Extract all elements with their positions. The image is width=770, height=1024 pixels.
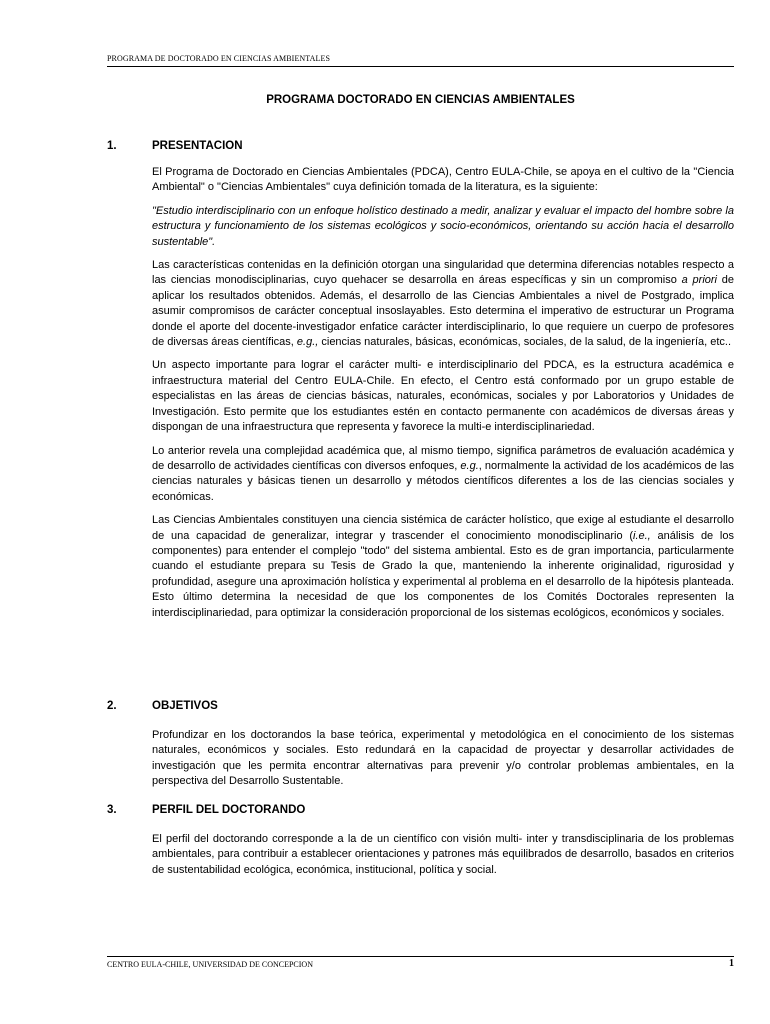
page-number: 1 <box>729 958 734 969</box>
definition-quote: "Estudio interdisciplinario con un enfoque holístico destinado a medir, analizar y evaluar el impacto del hombre sobre la estructura y funcionamiento de los sistemas ecológicos y socio-económicos, orientando su acción hacia el desarrollo sustentable". <box>152 204 734 248</box>
footer-text: CENTRO EULA-CHILE, UNIVERSIDAD DE CONCEPCION <box>107 960 313 969</box>
page-header: PROGRAMA DE DOCTORADO EN CIENCIAS AMBIENTALES <box>107 54 734 67</box>
paragraph: Profundizar en los doctorandos la base teórica, experimental y metodológica en el conocimiento de los sistemas naturales, económicos y sociales. Esto redundará en la capacidad de proyectar y desarrollar actividades de investigación que les permita encontrar alternativas para prevenir y/o controlar problemas ambientales, en la perspectiva del Desarrollo Sustentable. <box>152 729 734 788</box>
section-presentacion <box>107 140 734 621</box>
section-objetivos <box>107 700 734 790</box>
page-footer <box>107 956 734 969</box>
section-number: 3. <box>107 804 117 816</box>
paragraph: El Programa de Doctorado en Ciencias Ambientales (PDCA), Centro EULA-Chile, se apoya en el cultivo de la "Ciencia Ambiental" o "Ciencias Ambientales" cuya definición tomada de la literatura, es la siguiente: <box>152 166 734 194</box>
section-title: OBJETIVOS <box>152 700 218 712</box>
paragraph: Lo anterior revela una complejidad académica que, al mismo tiempo, significa parámetros de evaluación académica y de desarrollo de actividades científicas con diversos enfoques, e.g., normalmente la actividad de los académicos de las ciencias naturales y básicas tienen un desarrollo y métodos científicos diferentes a los de las ciencias sociales y económicas. <box>152 444 734 503</box>
section-heading <box>107 140 734 160</box>
document-title: PROGRAMA DOCTORADO EN CIENCIAS AMBIENTALES <box>266 94 575 106</box>
section-title: PRESENTACION <box>152 140 243 152</box>
section-title: PERFIL DEL DOCTORANDO <box>152 804 306 816</box>
section-heading <box>107 700 734 720</box>
paragraph: Un aspecto importante para lograr el carácter multi- e interdisciplinario del PDCA, es la estructura académica e infraestructura material del Centro EULA-Chile. En efecto, el Centro está conformado por un grupo estable de especialistas en las áreas de ciencias básicas, naturales, económicas, sociales y por Laboratorios y Unidades de Investigación. Esto permite que los estudiantes estén en contacto permanente con académicos de diversas áreas y dispongan de una infraestructura que representa y favorece la multi-e interdisciplinariedad. <box>152 359 734 434</box>
section-number: 2. <box>107 700 117 712</box>
paragraph: Las características contenidas en la definición otorgan una singularidad que determina diferencias notables respecto a las ciencias monodisciplinarias, cuyo quehacer se desarrolla en áreas específicas y sin un compromiso a priori de aplicar los resultados obtenidos. Además, el desarrollo de las Ciencias Ambientales a nivel de Postgrado, implica asumir compromisos de carácter conceptual insoslayables. Esto determina el imperativo de estructurar un Programa donde el aporte del docente-investigador enfatice carácter interdisciplinario, lo que requiere un cuerpo de profesores de diversas áreas científicas, e.g., ciencias naturales, básicas, económicas, sociales, de la salud, de la ingeniería, etc.. <box>152 259 735 349</box>
paragraph: Las Ciencias Ambientales constituyen una ciencia sistémica de carácter holístico, que exige al estudiante el desarrollo de una capacidad de generalizar, integrar y trascender el conocimiento monodisciplinario (i.e., análisis de los componentes) para entender el complejo "todo" del sistema ambiental. Esto es de gran importancia, particularmente cuando el estudiante prepara su Tesis de Grado la que, manteniendo la inherente originalidad, rigurosidad y profundidad, asegure una aproximación holística y experimental al problema en el desarrollo de la hipótesis planteada. Esto último determina la necesidad de que los componentes de los Comités Doctorales representen la interdisciplinariedad, para optimizar la consideración proporcional de los sistemas ecológicos, económicos y sociales. <box>152 514 734 619</box>
section-number: 1. <box>107 140 117 152</box>
paragraph: El perfil del doctorando corresponde a la de un científico con visión multi- inter y transdisciplinaria de los problemas ambientales, para contribuir a establecer orientaciones y patrones más equilibrados de desarrollo, basados en criterios de sustentabilidad ecológica, económica, institucional, política y social. <box>152 833 734 876</box>
section-heading <box>107 804 734 824</box>
section-perfil-del-doctorando <box>107 804 734 878</box>
